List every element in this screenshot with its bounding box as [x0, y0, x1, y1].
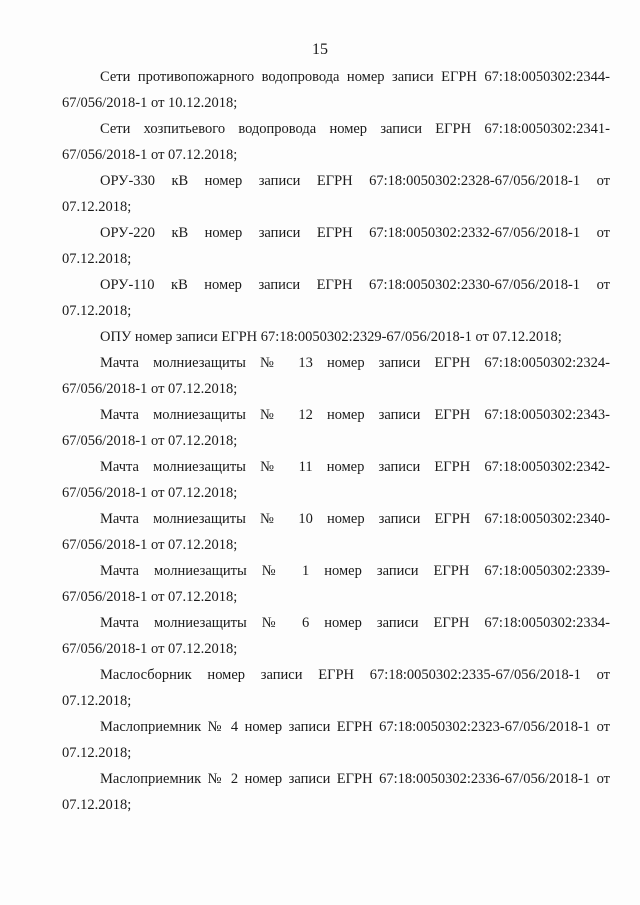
entry-line-1: ОПУ номер записи ЕГРН 67:18:0050302:2329-67/056/2018-1 от 07.12.2018; — [100, 329, 562, 345]
entry-line-1: Мачта молниезащиты № 6 номер записи ЕГРН 67:18:0050302:2334- — [100, 615, 610, 631]
document-body — [62, 64, 610, 818]
registry-entry — [62, 350, 610, 402]
registry-entry — [62, 714, 610, 766]
registry-entry — [62, 662, 610, 714]
entry-line-2: 07.12.2018; — [62, 797, 132, 813]
entry-line-1: Сети противопожарного водопровода номер записи ЕГРН 67:18:0050302:2344- — [100, 69, 610, 85]
registry-entry — [62, 64, 610, 116]
registry-entry — [62, 220, 610, 272]
entry-line-2: 07.12.2018; — [62, 251, 132, 267]
entry-line-1: Мачта молниезащиты № 10 номер записи ЕГРН 67:18:0050302:2340- — [100, 511, 610, 527]
entry-line-1: Мачта молниезащиты № 12 номер записи ЕГРН 67:18:0050302:2343- — [100, 407, 610, 423]
entry-line-1: ОРУ-220 кВ номер записи ЕГРН 67:18:0050302:2332-67/056/2018-1 от — [100, 225, 610, 241]
registry-entry — [62, 168, 610, 220]
entry-line-2: 67/056/2018-1 от 07.12.2018; — [62, 641, 238, 657]
entry-line-2: 67/056/2018-1 от 07.12.2018; — [62, 433, 238, 449]
entry-line-1: Мачта молниезащиты № 1 номер записи ЕГРН 67:18:0050302:2339- — [100, 563, 610, 579]
registry-entry — [62, 766, 610, 818]
registry-entry — [62, 324, 610, 350]
entry-line-1: Мачта молниезащиты № 13 номер записи ЕГРН 67:18:0050302:2324- — [100, 355, 610, 371]
entry-line-1: Маслоприемник № 4 номер записи ЕГРН 67:18:0050302:2323-67/056/2018-1 от — [100, 719, 610, 735]
entry-line-2: 67/056/2018-1 от 07.12.2018; — [62, 485, 238, 501]
entry-line-1: ОРУ-110 кВ номер записи ЕГРН 67:18:0050302:2330-67/056/2018-1 от — [100, 277, 610, 293]
registry-entry — [62, 272, 610, 324]
registry-entry — [62, 454, 610, 506]
registry-entry — [62, 610, 610, 662]
entry-line-2: 07.12.2018; — [62, 745, 132, 761]
entry-line-1: Мачта молниезащиты № 11 номер записи ЕГРН 67:18:0050302:2342- — [100, 459, 610, 475]
entry-line-1: Сети хозпитьевого водопровода номер записи ЕГРН 67:18:0050302:2341- — [100, 121, 610, 137]
entry-line-2: 67/056/2018-1 от 07.12.2018; — [62, 147, 238, 163]
registry-entry — [62, 116, 610, 168]
entry-line-2: 67/056/2018-1 от 07.12.2018; — [62, 589, 238, 605]
registry-entry — [62, 506, 610, 558]
registry-entry — [62, 558, 610, 610]
entry-line-1: Маслоприемник № 2 номер записи ЕГРН 67:18:0050302:2336-67/056/2018-1 от — [100, 771, 610, 787]
registry-entry — [62, 402, 610, 454]
entry-line-2: 07.12.2018; — [62, 693, 132, 709]
entry-line-2: 07.12.2018; — [62, 199, 132, 215]
entry-line-1: Маслосборник номер записи ЕГРН 67:18:0050302:2335-67/056/2018-1 от — [100, 667, 610, 683]
entry-line-2: 67/056/2018-1 от 10.12.2018; — [62, 95, 238, 111]
entry-line-2: 07.12.2018; — [62, 303, 132, 319]
entry-line-2: 67/056/2018-1 от 07.12.2018; — [62, 537, 238, 553]
entry-line-2: 67/056/2018-1 от 07.12.2018; — [62, 381, 238, 397]
page-number: 15 — [312, 41, 328, 58]
entry-line-1: ОРУ-330 кВ номер записи ЕГРН 67:18:0050302:2328-67/056/2018-1 от — [100, 173, 610, 189]
